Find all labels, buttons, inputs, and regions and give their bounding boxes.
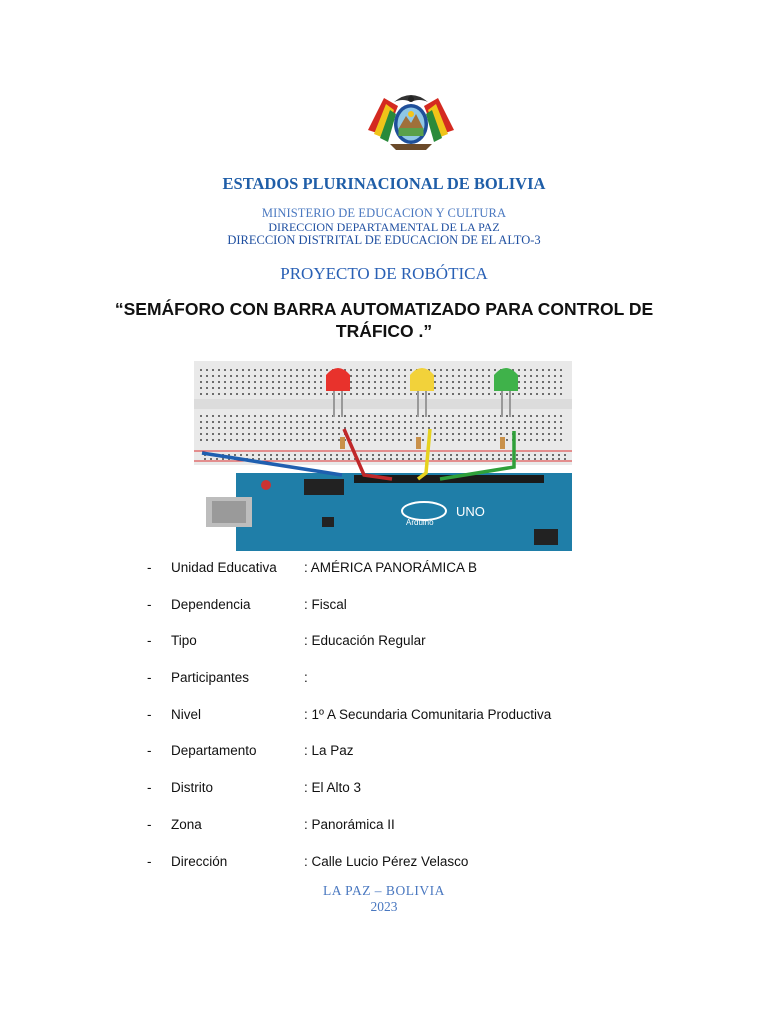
bullet-dash: - xyxy=(147,633,152,648)
info-value: : La Paz xyxy=(304,743,354,758)
info-label: Distrito xyxy=(171,780,214,795)
footer-year: 2023 xyxy=(370,899,398,914)
ministry-line: MINISTERIO DE EDUCACION Y CULTURA xyxy=(261,206,507,220)
info-label: Dependencia xyxy=(171,597,251,612)
info-label: Dirección xyxy=(171,854,228,869)
info-value: : Fiscal xyxy=(304,597,347,612)
info-label: Departamento xyxy=(171,743,257,758)
footer-place: LA PAZ – BOLIVIA xyxy=(323,883,445,898)
project-title-line-2: TRÁFICO .” xyxy=(335,321,433,341)
bullet-dash: - xyxy=(147,817,152,832)
info-value: : Educación Regular xyxy=(304,633,426,648)
info-value: : AMÉRICA PANORÁMICA B xyxy=(304,560,478,575)
info-value: : Calle Lucio Pérez Velasco xyxy=(304,854,469,869)
project-title-line-1: “SEMÁFORO CON BARRA AUTOMATIZADO PARA CONTROL DE xyxy=(114,299,654,319)
bolivia-coat-of-arms-emblem xyxy=(364,90,458,152)
info-label: Tipo xyxy=(171,633,197,648)
info-value: : xyxy=(304,670,308,685)
info-value: : Panorámica II xyxy=(304,817,395,832)
project-label: PROYECTO DE ROBÓTICA xyxy=(280,264,488,283)
info-row xyxy=(0,854,768,874)
departmental-direction-line: DIRECCION DEPARTAMENTAL DE LA PAZ xyxy=(268,220,500,234)
info-value: : 1º A Secundaria Comunitaria Productiva xyxy=(304,707,552,722)
info-row xyxy=(0,707,768,727)
board-label: UNO xyxy=(456,504,485,519)
arduino-traffic-light-circuit-image xyxy=(194,361,572,551)
info-row xyxy=(0,597,768,617)
bullet-dash: - xyxy=(147,854,152,869)
board-brand: Arduino xyxy=(406,518,434,527)
info-label: Unidad Educativa xyxy=(171,560,277,575)
bullet-dash: - xyxy=(147,743,152,758)
info-label: Participantes xyxy=(171,670,250,685)
project-title xyxy=(0,298,768,342)
info-row xyxy=(0,633,768,653)
info-row xyxy=(0,817,768,837)
bullet-dash: - xyxy=(147,707,152,722)
country-heading: ESTADOS PLURINACIONAL DE BOLIVIA xyxy=(222,174,546,193)
info-row xyxy=(0,560,768,580)
info-value: : El Alto 3 xyxy=(304,780,362,795)
bullet-dash: - xyxy=(147,560,152,575)
district-direction-line: DIRECCION DISTRITAL DE EDUCACION DE EL ALTO-3 xyxy=(227,233,541,247)
bullet-dash: - xyxy=(147,597,152,612)
info-row xyxy=(0,670,768,690)
info-label: Zona xyxy=(171,817,202,832)
bullet-dash: - xyxy=(147,670,152,685)
info-row xyxy=(0,743,768,763)
bullet-dash: - xyxy=(147,780,152,795)
info-row xyxy=(0,780,768,800)
info-label: Nivel xyxy=(171,707,202,722)
